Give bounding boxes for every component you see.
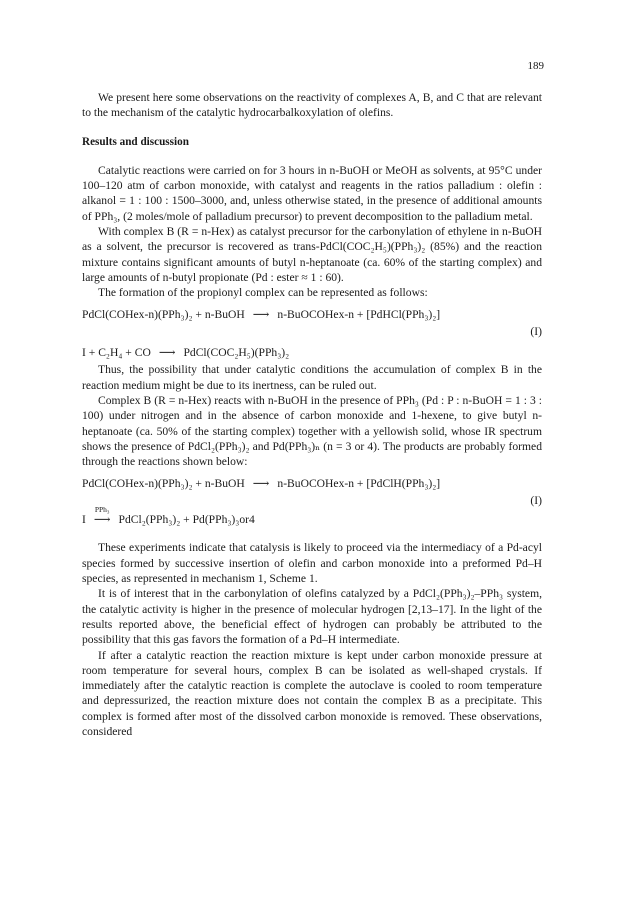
equation-2	[82, 345, 542, 360]
spacer	[82, 529, 542, 540]
equation-3-left: PdCl(COHex-n)(PPh₃)₂ + n-BuOH	[82, 476, 245, 490]
equation-3-right: n-BuOCOHex-n + [PdClH(PPh₃)₂]	[277, 476, 441, 490]
equation-1	[82, 307, 542, 322]
paragraph-nitrogen: Complex B (R = n-Hex) reacts with n-BuOH in the presence of PPh₃ (Pd : P : n-BuOH = 1 : 3 : 100) under nitrogen and in the absence of carbon monoxide and 1-hexene, to give butyl n-heptanoate (ca. 50% of the starting complex) together with a yellowish solid, whose IR spectrum shows the presence of PdCl₂(PPh₃)₂ and Pd(PPh₃)ₙ (n = 3 or 4). The products are probably formed through the reactions shown below:	[82, 394, 542, 469]
equation-1-left: PdCl(COHex-n)(PPh₃)₂ + n-BuOH	[82, 307, 245, 321]
equation-3	[82, 476, 542, 491]
equation-4-left: I	[82, 513, 86, 527]
equation-1-right: n-BuOCOHex-n + [PdHCl(PPh₃)₂]	[277, 307, 441, 321]
article-body	[82, 90, 542, 739]
equation-4	[82, 505, 542, 527]
reaction-arrow-icon: ⟶	[252, 307, 270, 321]
equation-2-left: I + C₂H₄ + CO	[82, 346, 151, 360]
paragraph-intermediacy: These experiments indicate that catalysis is likely to proceed via the intermediacy of a Pd-acyl species formed by successive insertion of olefin and carbon monoxide into a preformed Pd–H species, as represented in mechanism 1, Scheme 1.	[82, 541, 542, 586]
equation-4-right: PdCl₂(PPh₃)₂ + Pd(PPh₃)₃or4	[118, 513, 255, 527]
section-heading: Results and discussion	[82, 135, 189, 148]
page-number: 189	[527, 60, 544, 72]
reaction-arrow-icon: ⟶	[158, 346, 176, 360]
paragraph-hydrogen: It is of interest that in the carbonylation of olefins catalyzed by a PdCl₂(PPh₃)₂–PPh₃ system, the catalytic activity is higher in the presence of molecular hydrogen [2,13–17]. In the light of the results reported above, the beneficial effect of hydrogen can probably be attributed to the possibility that this gas favors the formation of a Pd–H intermediate.	[82, 587, 542, 647]
reaction-arrow-icon: ⟶	[93, 513, 111, 527]
paragraph-complex-b: With complex B (R = n-Hex) as catalyst precursor for the carbonylation of ethylene in n-BuOH as a solvent, the precursor is recovered as trans-PdCl(COC₂H₅)(PPh₃)₂ (85%) and the reaction mixture contains significant amounts of butyl n-heptanoate (ca. 60% of the starting complex) and large amounts of n-butyl propionate (Pd : ester ≈ 1 : 60).	[82, 225, 542, 284]
paragraph-conditions: Catalytic reactions were carried on for 3 hours in n-BuOH or MeOH as solvents, at 95°C under 100–120 atm of carbon monoxide, with catalyst and reagents in the ratios palladium : olefin : alkanol = 1 : 100 : 1500–3000, and, unless otherwise stated, in the presence of additional amounts of PPh₃, (2 moles/mole of palladium precursor) to prevent decomposition to the palladium metal.	[82, 163, 542, 223]
paragraph-inertness: Thus, the possibility that under catalytic conditions the accumulation of complex B in the reaction medium might be due to its inertness, can be ruled out.	[82, 363, 542, 392]
intro-paragraph: We present here some observations on the reactivity of complexes A, B, and C that are relevant to the mechanism of the catalytic hydrocarbalkoxylation of olefins.	[82, 91, 542, 120]
paragraph-crystals: If after a catalytic reaction the reaction mixture is kept under carbon monoxide pressure at room temperature for several hours, complex B can be isolated as well-shaped crystals. If immediately after the catalytic reaction is complete the autoclave is cooled to room temperature and depressurized, the reaction mixture does not contain the complex B as a precipitate. This complex is formed after most of the dissolved carbon monoxide is removed. These observations, considered	[82, 648, 542, 738]
equation-3-number: (I)	[530, 493, 542, 507]
equation-2-right: PdCl(COC₂H₅)(PPh₃)₂	[183, 346, 290, 360]
equation-1-number: (I)	[530, 324, 542, 338]
labeled-arrow	[93, 505, 111, 527]
paragraph-propionyl: The formation of the propionyl complex can be represented as follows:	[98, 286, 428, 300]
reaction-arrow-icon: ⟶	[252, 476, 270, 490]
arrow-label: PPh₃	[94, 505, 110, 515]
